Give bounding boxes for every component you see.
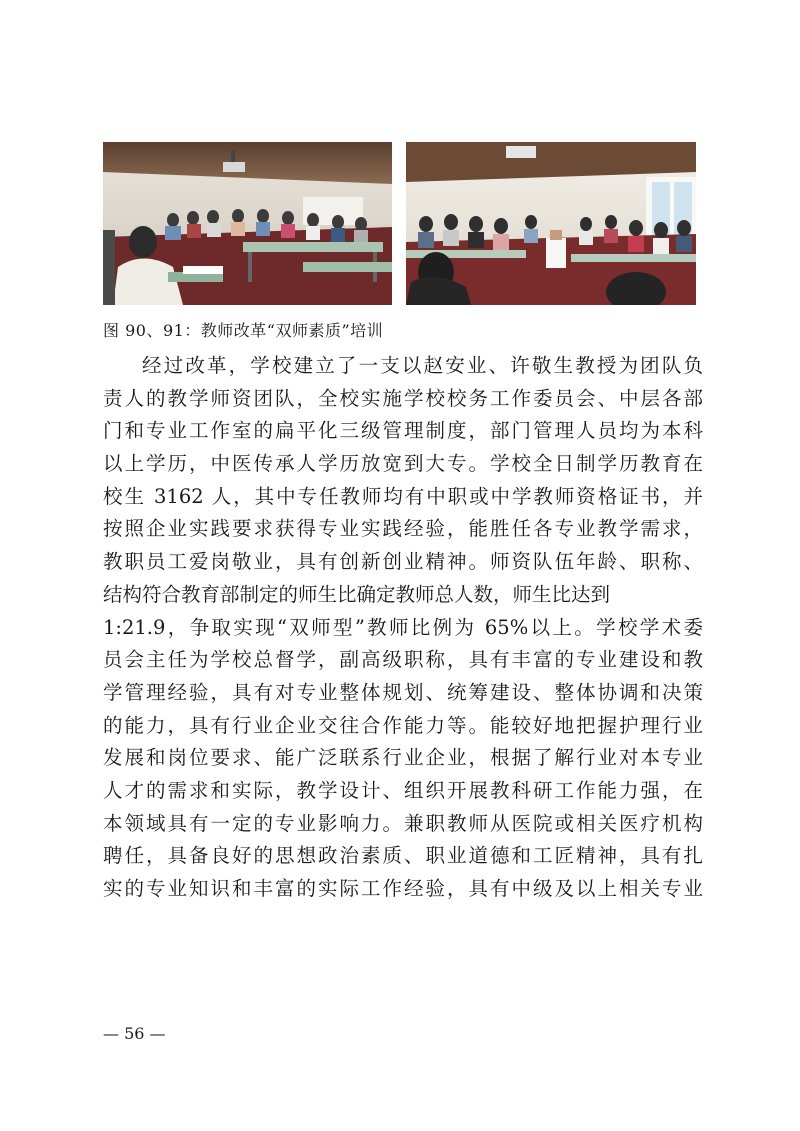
body-line: 按照企业实践要求获得专业实践经验，能胜任各专业教学需求， (103, 517, 703, 541)
body-line: 发展和岗位要求、能广泛联系行业企业，根据了解行业对本专业 (103, 746, 703, 770)
training-photo-right (406, 142, 696, 305)
body-line: 门和专业工作室的扁平化三级管理制度，部门管理人员均为本科 (103, 419, 703, 443)
page-number: — 56 — (103, 1024, 166, 1043)
body-line: 人才的需求和实际，教学设计、组织开展教科研工作能力强，在 (103, 778, 703, 802)
body-line: 教职员工爱岗敬业，具有创新创业精神。师资队伍年龄、职称、 (103, 550, 703, 574)
body-line: 聘任，具备良好的思想政治素质、职业道德和工匠精神，具有扎 (103, 844, 703, 868)
body-line: 责人的教学师资团队，全校实施学校校务工作委员会、中层各部 (103, 386, 703, 410)
body-line: 员会主任为学校总督学，副高级职称，具有丰富的专业建设和教 (103, 648, 703, 672)
body-line: 学管理经验，具有对专业整体规划、统筹建设、整体协调和决策 (103, 680, 703, 704)
figure-caption: 图 90、91：教师改革“双师素质”培训 (103, 321, 384, 340)
body-line: 经过改革，学校建立了一支以赵安业、许敬生教授为团队负 (142, 354, 703, 377)
body-line: 校生 3162 人，其中专任教师均有中职或中学教师资格证书，并 (103, 484, 703, 508)
body-line: 本领域具有一定的专业影响力。兼职教师从医院或相关医疗机构 (103, 811, 703, 835)
body-line: 实的专业知识和丰富的实际工作经验，具有中级及以上相关专业 (103, 877, 703, 900)
body-line: 结构符合教育部制定的师生比确定教师总人数，师生比达到 (103, 582, 611, 606)
body-paragraph (103, 350, 703, 906)
body-line: 的能力，具有行业企业交往合作能力等。能较好地把握护理行业 (103, 713, 703, 737)
training-photo-left (103, 142, 392, 305)
body-line: 1:21.9，争取实现“双师型”教师比例为 65%以上。学校学术委 (103, 615, 703, 639)
body-line: 以上学历，中医传承人学历放宽到大专。学校全日制学历教育在 (103, 452, 703, 476)
